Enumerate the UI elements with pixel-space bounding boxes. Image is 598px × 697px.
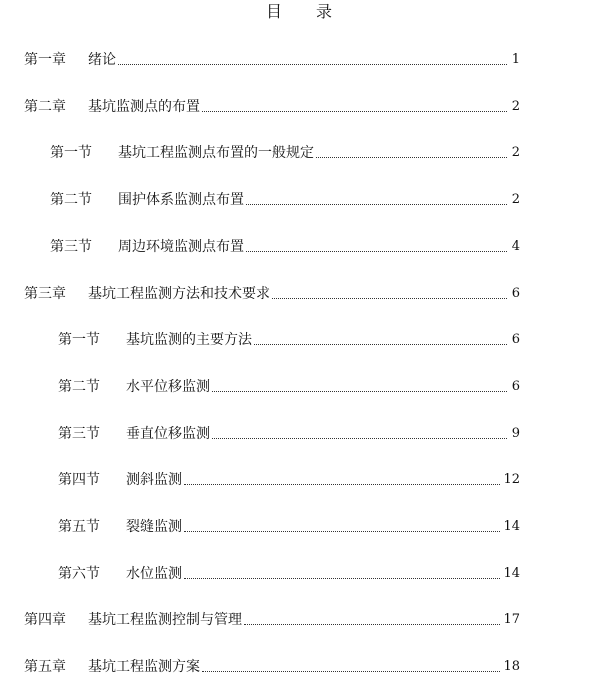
dot-leader (244, 623, 500, 625)
toc-entry-section-2-1[interactable] (50, 140, 520, 162)
toc-entry-section-3-4[interactable] (58, 467, 520, 489)
toc-entry-title: 水平位移监测 (126, 379, 210, 395)
toc-entry-chapter-3[interactable] (24, 281, 520, 303)
dot-leader (184, 577, 500, 579)
toc-entry-number: 第二节 (58, 379, 100, 395)
toc-entry-page: 2 (511, 192, 520, 207)
toc-entry-page: 6 (511, 286, 520, 301)
toc-entry-title: 水位监测 (126, 566, 182, 582)
toc-entry-title: 基坑工程监测点布置的一般规定 (118, 145, 314, 161)
toc-entry-number: 第二章 (24, 99, 66, 115)
toc-entry-number: 第一节 (58, 332, 100, 348)
toc-entry-number: 第三节 (58, 426, 100, 442)
toc-entry-page: 6 (511, 379, 520, 394)
toc-entry-title: 基坑工程监测控制与管理 (88, 612, 242, 628)
toc-entry-number: 第四章 (24, 612, 66, 628)
toc-entry-page: 14 (503, 519, 520, 534)
toc-entry-number: 第三章 (24, 286, 66, 302)
toc-entry-title: 基坑工程监测方案 (88, 659, 200, 675)
toc-entry-page: 1 (511, 52, 520, 67)
toc-entry-title: 基坑监测点的布置 (88, 99, 200, 115)
toc-entry-title: 绪论 (88, 52, 116, 68)
toc-entry-number: 第五节 (58, 519, 100, 535)
toc-entry-page: 14 (503, 566, 520, 581)
toc-entry-section-2-2[interactable] (50, 187, 520, 209)
toc-entry-title: 基坑工程监测方法和技术要求 (88, 286, 270, 302)
toc-entry-page: 17 (503, 612, 520, 627)
toc-title-char-2: 录 (316, 2, 333, 21)
dot-leader (202, 670, 500, 672)
toc-entry-chapter-1[interactable] (24, 47, 520, 69)
toc-entry-section-3-1[interactable] (58, 327, 520, 349)
toc-entry-page: 4 (511, 239, 520, 254)
toc-entry-page: 6 (511, 332, 520, 347)
toc-entry-title: 基坑监测的主要方法 (126, 332, 252, 348)
dot-leader (184, 530, 500, 532)
dot-leader (254, 343, 507, 345)
toc-entry-page: 2 (511, 99, 520, 114)
toc-entry-page: 2 (511, 145, 520, 160)
toc-entry-chapter-2[interactable] (24, 94, 520, 116)
toc-entry-chapter-4[interactable] (24, 607, 520, 629)
dot-leader (272, 297, 507, 299)
dot-leader (316, 156, 507, 158)
dot-leader (118, 63, 507, 65)
toc-entry-page: 9 (511, 426, 520, 441)
dot-leader (212, 390, 507, 392)
toc-entry-section-2-3[interactable] (50, 234, 520, 256)
toc-entry-title: 周边环境监测点布置 (118, 239, 244, 255)
toc-entry-chapter-5[interactable] (24, 654, 520, 676)
toc-entry-section-3-3[interactable] (58, 421, 520, 443)
dot-leader (246, 250, 507, 252)
toc-entry-number: 第六节 (58, 566, 100, 582)
dot-leader (246, 203, 507, 205)
dot-leader (212, 437, 507, 439)
toc-entry-title: 测斜监测 (126, 472, 182, 488)
toc-entry-page: 18 (503, 659, 520, 674)
dot-leader (202, 110, 507, 112)
toc-entry-section-3-5[interactable] (58, 514, 520, 536)
toc-entry-number: 第二节 (50, 192, 92, 208)
dot-leader (184, 483, 500, 485)
toc-entry-number: 第五章 (24, 659, 66, 675)
toc-entry-number: 第一章 (24, 52, 66, 68)
toc-entry-number: 第四节 (58, 472, 100, 488)
toc-title (0, 2, 598, 22)
toc-title-char-1: 目 (265, 2, 282, 21)
toc-entry-number: 第一节 (50, 145, 92, 161)
toc-entry-section-3-2[interactable] (58, 374, 520, 396)
toc-entry-section-3-6[interactable] (58, 561, 520, 583)
toc-entry-page: 12 (503, 472, 520, 487)
toc-entry-title: 裂缝监测 (126, 519, 182, 535)
toc-entry-title: 垂直位移监测 (126, 426, 210, 442)
toc-entry-title: 围护体系监测点布置 (118, 192, 244, 208)
toc-entry-number: 第三节 (50, 239, 92, 255)
